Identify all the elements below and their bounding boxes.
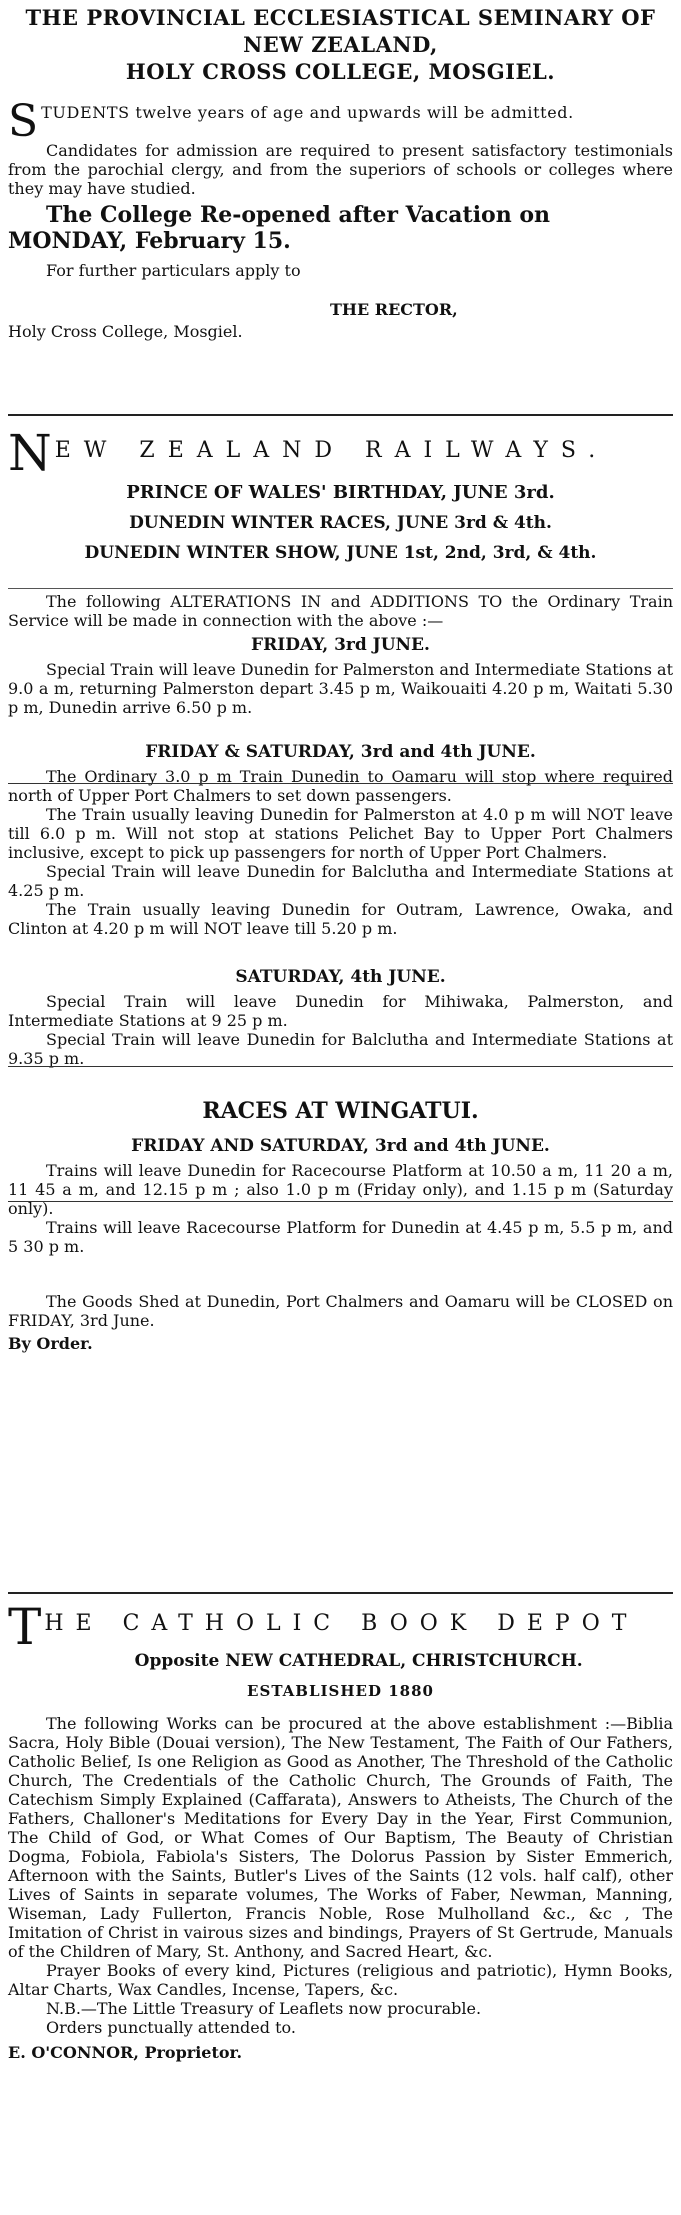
seminary-dropcap: S	[8, 96, 39, 147]
saturday-para1: Special Train will leave Dunedin for Mihiwaka, Palmerston, and Intermediate Stations at 9 25 p m.	[8, 992, 673, 1030]
friday-heading: FRIDAY, 3rd JUNE.	[251, 635, 430, 655]
seminary-reopen-line2: MONDAY, February 15.	[8, 228, 291, 254]
frisat-para4: The Train usually leaving Dunedin for Outram, Lawrence, Owaka, and Clinton at 4.20 p m will NOT leave till 5.20 p m.	[8, 900, 673, 938]
bookdepot-advertisement	[8, 1598, 673, 2062]
bookdepot-established: ESTABLISHED 1880	[247, 1682, 434, 1700]
friday-text: Special Train will leave Dunedin for Palmerston and Intermediate Stations at 9.0 a m, returning Palmerston depart 3.45 p m, Waikouaiti 4.20 p m, Waitati 5.30 p m, Dunedin arrive 6.50 p m.	[8, 660, 673, 717]
seminary-advertisement	[8, 4, 673, 341]
section-rule	[8, 1201, 673, 1202]
races-subheading: FRIDAY AND SATURDAY, 3rd and 4th JUNE.	[131, 1136, 550, 1156]
section-rule	[8, 588, 673, 589]
saturday-heading: SATURDAY, 4th JUNE.	[235, 967, 446, 987]
divider-rule	[8, 1592, 673, 1594]
railways-advertisement	[8, 424, 673, 1353]
seminary-apply: For further particulars apply to	[46, 261, 301, 280]
bookdepot-prayer-books: Prayer Books of every kind, Pictures (religious and patriotic), Hymn Books, Altar Charts, Wax Candles, Incense, Tapers, &c.	[8, 1961, 673, 1999]
section-rule	[8, 783, 673, 784]
bookdepot-proprietor: E. O'CONNOR, Proprietor.	[8, 2043, 243, 2062]
goods-notice: The Goods Shed at Dunedin, Port Chalmers and Oamaru will be CLOSED on FRIDAY, 3rd June.	[8, 1292, 673, 1330]
frisat-para3: Special Train will leave Dunedin for Balclutha and Intermediate Stations at 4.25 p m.	[8, 862, 673, 900]
bookdepot-body: The following Works can be procured at the above establishment :—Biblia Sacra, Holy Bible (Douai version), The New Testament, The Faith of Our Fathers, Catholic Belief, Is one Religion as Good as Another, The Threshold of the Catholic Church, The Credentials of the Catholic Church, The Grounds of Faith, The Catechism Simply Explained (Caffarata), Answers to Atheists, The Church of the Fathers, Challoner's Meditations for Every Day in the Year, First Communion, The Child of God, or What Comes of Our Baptism, The Beauty of Christian Dogma, Fobiola, Fabiola's Sisters, The Dolorus Passion by Sister Emmerich, Afternoon with the Saints, Butler's Lives of the Saints (12 vols. half calf), other Lives of Saints in separate volumes, The Works of Faber, Newman, Manning, Wiseman, Lady Fullerton, Francis Noble, Rose Mulholland &c., &c , The Imitation of Christ in vairous sizes and bindings, Prayers of St Gertrude, Manuals of the Children of Mary, St. Anthony, and Sacred Heart, &c.	[8, 1714, 673, 1961]
saturday-para2: Special Train will leave Dunedin for Balclutha and Intermediate Stations at 9.35 p m.	[8, 1030, 673, 1068]
railways-by-order: By Order.	[8, 1334, 93, 1353]
bookdepot-title: HE CATHOLIC BOOK DEPOT	[44, 1611, 639, 1636]
bookdepot-nb: N.B.—The Little Treasury of Leaflets now procurable.	[46, 1999, 482, 2018]
seminary-reopen-line1: The College Re-opened after Vacation on	[46, 202, 551, 228]
railways-line2: DUNEDIN WINTER RACES, JUNE 3rd & 4th.	[129, 513, 552, 533]
frisat-para1: The Ordinary 3.0 p m Train Dunedin to Oamaru will stop where required north of Upper Port Chalmers to set down passengers.	[8, 767, 673, 805]
seminary-para2: Candidates for admission are required to present satisfactory testimonials from the parochial clergy, and from the superiors of schools or colleges where they may have studied.	[8, 141, 673, 198]
seminary-title: THE PROVINCIAL ECCLESIASTICAL SEMINARY OF NEW ZEALAND,	[25, 5, 656, 57]
seminary-intro	[8, 96, 673, 147]
railways-line1: PRINCE OF WALES' BIRTHDAY, JUNE 3rd.	[126, 482, 555, 503]
bookdepot-dropcap: T	[8, 1598, 42, 1656]
railways-title: EW ZEALAND RAILWAYS.	[54, 438, 609, 463]
races-heading: RACES AT WINGATUI.	[202, 1098, 479, 1124]
frisat-heading: FRIDAY & SATURDAY, 3rd and 4th JUNE.	[145, 742, 536, 762]
seminary-subtitle: HOLY CROSS COLLEGE, MOSGIEL.	[125, 59, 556, 84]
races-para1: Trains will leave Dunedin for Racecourse Platform at 10.50 a m, 11 20 a m, 11 45 a m, and 12.15 p m ; also 1.0 p m (Friday only), and 1.15 p m (Saturday only).	[8, 1161, 673, 1218]
seminary-rector: THE RECTOR,	[330, 300, 458, 319]
railways-dropcap: N	[8, 424, 52, 482]
railways-line3: DUNEDIN WINTER SHOW, JUNE 1st, 2nd, 3rd, & 4th.	[84, 543, 597, 563]
frisat-para2: The Train usually leaving Dunedin for Palmerston at 4.0 p m will NOT leave till 6.0 p m. Will not stop at stations Pelichet Bay to Upper Port Chalmers inclusive, except to pick up passengers for north of Upper Port Chalmers.	[8, 805, 673, 862]
seminary-para1: TUDENTS twelve years of age and upwards will be admitted.	[41, 103, 574, 122]
races-para2: Trains will leave Racecourse Platform for Dunedin at 4.45 p m, 5.5 p m, and 5 30 p m.	[8, 1218, 673, 1256]
railways-intro: The following ALTERATIONS IN and ADDITIONS TO the Ordinary Train Service will be made in connection with the above :—	[8, 592, 673, 630]
seminary-rector-address: Holy Cross College, Mosgiel.	[8, 322, 243, 341]
divider-rule	[8, 414, 673, 416]
section-rule	[8, 1066, 673, 1067]
bookdepot-heading	[8, 1598, 673, 1656]
bookdepot-subtitle: Opposite NEW CATHEDRAL, CHRISTCHURCH.	[134, 1651, 583, 1671]
bookdepot-orders: Orders punctually attended to.	[46, 2018, 296, 2037]
railways-heading	[8, 424, 673, 482]
